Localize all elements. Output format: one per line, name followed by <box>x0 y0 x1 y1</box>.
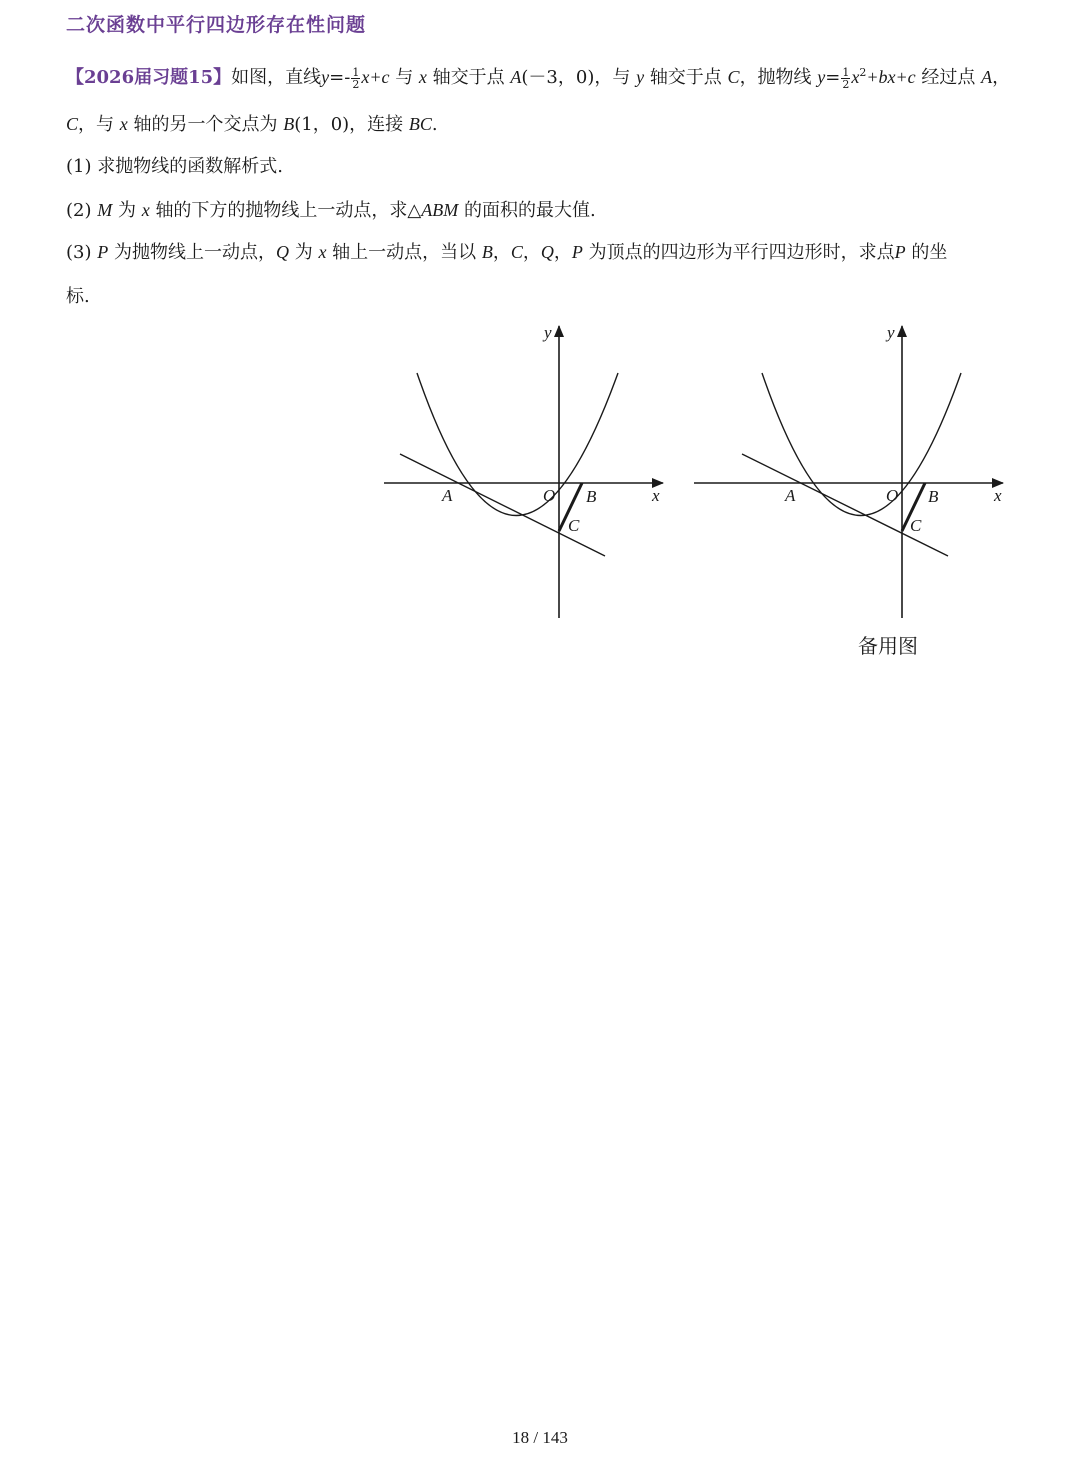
page-header: 二次函数中平行四边形存在性问题 <box>66 14 367 36</box>
text: 轴的下方的抛物线上一动点，求△ <box>155 200 422 221</box>
frac-den: 2 <box>352 77 360 91</box>
point-c: C <box>727 67 740 87</box>
segment-bc: BC <box>408 114 432 134</box>
question-2 <box>66 198 596 223</box>
point-c: C <box>510 242 523 262</box>
label-o: O <box>886 486 899 505</box>
var-x: x <box>851 67 860 87</box>
label-c: C <box>910 516 922 535</box>
fraction-half <box>351 67 360 90</box>
text: ，与 <box>78 114 115 135</box>
fraction-half <box>841 67 850 90</box>
figure-main <box>380 318 680 623</box>
expr-xc: x+c <box>361 67 390 87</box>
text: 如图，直线 <box>231 67 322 88</box>
figure-caption: 备用图 <box>858 634 918 658</box>
label-x: x <box>994 486 1002 505</box>
text: ， <box>553 242 572 263</box>
var-x: x <box>141 200 150 220</box>
var-x: x <box>418 67 427 87</box>
text: 的坐 <box>911 242 948 263</box>
var-y: y <box>321 67 330 87</box>
exponent: 2 <box>859 66 867 79</box>
text: 经过点 <box>921 67 976 88</box>
label-x: x <box>652 486 660 505</box>
var-x: x <box>119 114 128 134</box>
label-c: C <box>568 516 580 535</box>
text: ， <box>522 242 541 263</box>
point-m: M <box>97 200 113 220</box>
point-c: C <box>66 114 79 134</box>
text: 为 <box>117 200 136 221</box>
frac-den: 2 <box>842 77 850 91</box>
frac-num: 1 <box>842 65 850 79</box>
point-p: P <box>894 242 906 262</box>
text: ， <box>992 67 1011 88</box>
frac-num: 1 <box>352 65 360 79</box>
text: 为 <box>294 242 313 263</box>
coord-a: (－3，0) <box>521 67 595 88</box>
var-y: y <box>636 67 645 87</box>
point-b: B <box>481 242 493 262</box>
point-a: A <box>510 67 522 87</box>
text: 的面积的最大值. <box>464 200 596 221</box>
text: = <box>825 67 841 88</box>
problem-line-1 <box>66 61 1010 90</box>
problem-tag: 【2026届习题15】 <box>66 67 232 88</box>
text: ，抛物线 <box>739 67 812 88</box>
text: ，连接 <box>349 114 404 135</box>
page-number: 18 / 143 <box>512 1428 568 1447</box>
label-o: O <box>543 486 556 505</box>
label-y: y <box>544 323 552 342</box>
point-b: B <box>283 114 295 134</box>
question-3 <box>66 240 947 265</box>
text: ，与 <box>594 67 631 88</box>
label-a: A <box>442 486 453 505</box>
question-1: (1) 求抛物线的函数解析式. <box>66 156 283 177</box>
label-a: A <box>785 486 796 505</box>
triangle-abm: ABM <box>421 200 459 220</box>
problem-line-2 <box>66 112 438 137</box>
var-x: x <box>318 242 327 262</box>
text: 轴交于点 <box>649 67 722 88</box>
expr-bxc: +bx+c <box>866 67 916 87</box>
point-a: A <box>981 67 993 87</box>
figure-spare <box>690 318 1010 623</box>
text: =- <box>329 67 351 88</box>
text: (3) <box>66 242 92 263</box>
text: ， <box>492 242 511 263</box>
text: 轴上一动点，当以 <box>332 242 477 263</box>
label-y: y <box>887 323 895 342</box>
text: (2) <box>66 200 92 221</box>
text: 为顶点的四边形为平行四边形时，求点 <box>588 242 895 263</box>
coord-b: (1，0) <box>294 114 350 135</box>
question-3-cont: 标. <box>66 286 90 307</box>
text: 轴的另一个交点为 <box>133 114 278 135</box>
label-b: B <box>586 487 597 506</box>
var-y: y <box>817 67 826 87</box>
label-b: B <box>928 487 939 506</box>
text: 轴交于点 <box>432 67 505 88</box>
point-p: P <box>97 242 109 262</box>
point-q: Q <box>540 242 554 262</box>
text: 为抛物线上一动点， <box>113 242 276 263</box>
text: 与 <box>395 67 414 88</box>
point-q: Q <box>275 242 289 262</box>
text: . <box>431 114 438 135</box>
point-p: P <box>571 242 583 262</box>
